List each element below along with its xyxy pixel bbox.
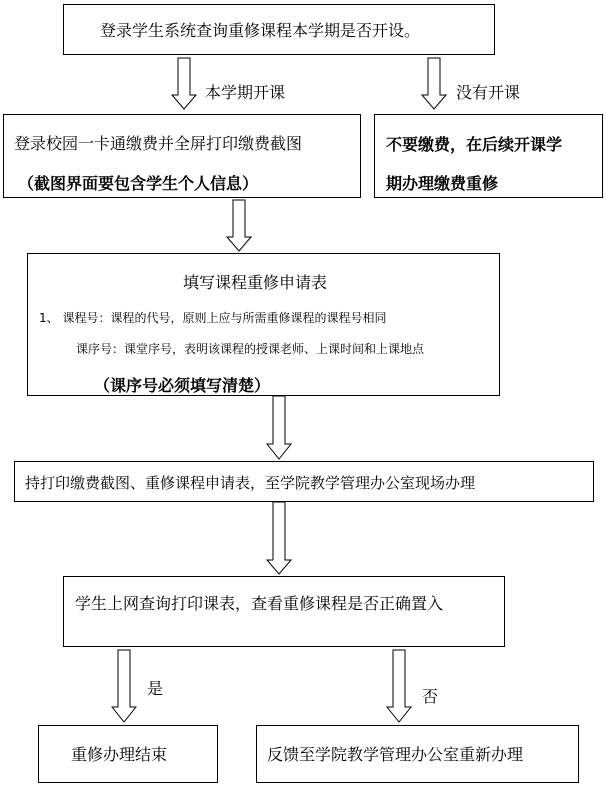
form-title: 填写课程重修申请表 bbox=[183, 273, 328, 292]
arrow-to-done bbox=[112, 650, 136, 722]
no-label: 否 bbox=[422, 687, 439, 706]
check-course-text: 登录学生系统查询重修课程本学期是否开设。 bbox=[100, 21, 421, 40]
yes-label: 是 bbox=[147, 679, 164, 698]
no-fee-line1: 不要缴费，在后续开课学 bbox=[386, 135, 563, 154]
arrow-to-no-fee bbox=[422, 58, 446, 109]
arrow-to-pay bbox=[172, 58, 196, 109]
arrow-to-redo bbox=[387, 650, 411, 722]
arrow-to-verify bbox=[267, 502, 291, 574]
redo-text: 反馈至学院教学管理办公室重新办理 bbox=[267, 745, 524, 764]
arrow-to-submit bbox=[267, 396, 291, 459]
offered-label: 本学期开课 bbox=[205, 83, 286, 102]
submit-text: 持打印缴费截图、重修课程申请表，至学院教学管理办公室现场办理 bbox=[25, 474, 476, 492]
pay-note-text: （截图界面要包含学生个人信息） bbox=[18, 174, 259, 193]
form-item2: 课序号：课堂序号，表明该课程的授课老师、上课时间和上课地点 bbox=[76, 342, 425, 356]
form-note: （课序号必须填写清楚） bbox=[94, 376, 271, 395]
form-item1: 1、 课程号：课程的代号，原则上应与所需重修课程的课程号相同 bbox=[39, 311, 387, 325]
done-text: 重修办理结束 bbox=[71, 745, 168, 764]
pay-screenshot-text: 登录校园一卡通缴费并全屏打印缴费截图 bbox=[14, 134, 303, 153]
no-fee-line2: 期办理缴费重修 bbox=[386, 174, 499, 193]
arrow-to-form bbox=[227, 200, 251, 251]
verify-text: 学生上网查询打印课表，查看重修课程是否正确置入 bbox=[75, 594, 444, 613]
not-offered-label: 没有开课 bbox=[456, 83, 521, 102]
